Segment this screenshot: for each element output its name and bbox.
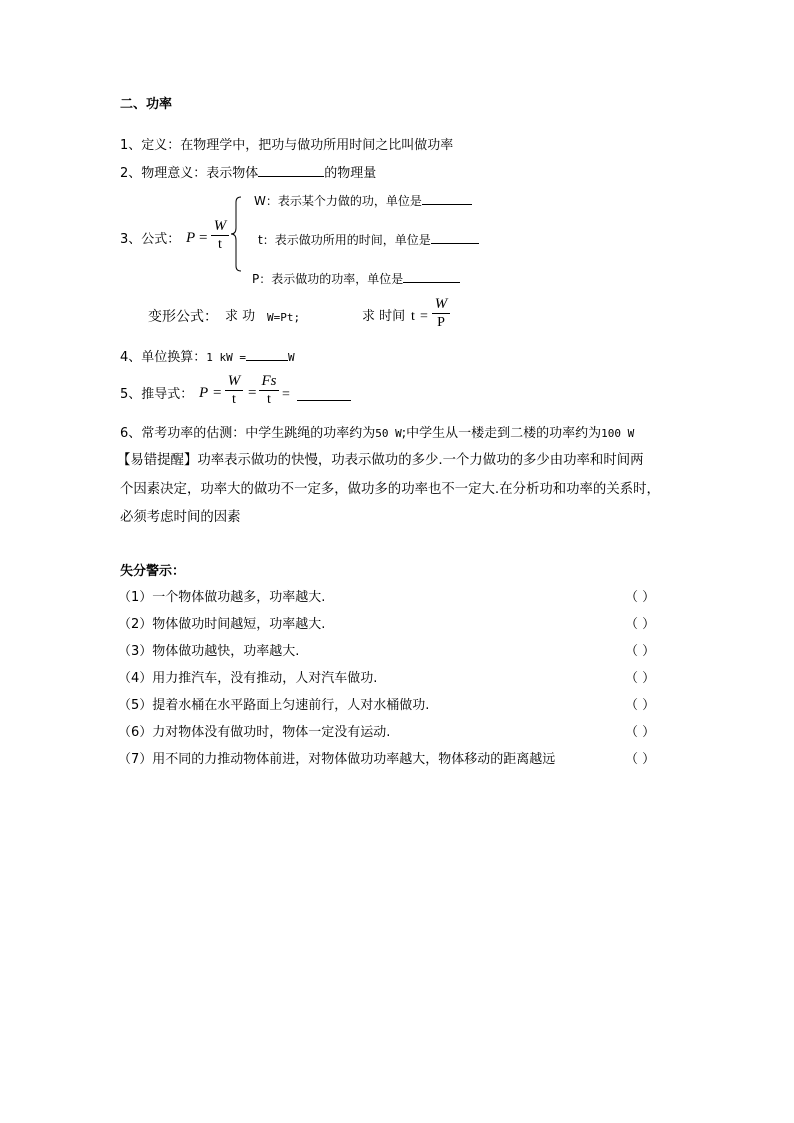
variant-label: 变形公式： (148, 309, 218, 325)
derived-result-blank (297, 400, 351, 401)
p-unit-blank (403, 272, 460, 283)
warning-answer-blank: （ ） (625, 725, 656, 740)
formula-label: 3、公式： (120, 232, 181, 247)
derived-fraction-fs (259, 373, 279, 408)
physical-meaning-blank (258, 165, 324, 177)
estimate-text-a: 6、常考功率的估测：中学生跳绳的功率约为 (120, 426, 376, 441)
warning-answer-blank: （ ） (625, 671, 656, 686)
derived-p: P (199, 385, 209, 401)
formula-eq: = (199, 230, 208, 246)
derived-bar-2 (259, 390, 279, 391)
warning-answer-blank: （ ） (625, 590, 656, 605)
warning-item: （4）用力推汽车，没有推动，人对汽车做功. (118, 671, 378, 686)
warning-item: （6）力对物体没有做功时，物体一定没有运动. (118, 725, 391, 740)
warning-item: （1）一个物体做功越多，功率越大. (118, 590, 326, 605)
p-description-text: P：表示做功的功率，单位是 (252, 272, 404, 286)
derived-numerator-fs: Fs (261, 373, 277, 389)
definition-line: 1、定义：在物理学中，把功与做功所用时间之比叫做功率 (120, 138, 454, 153)
unit-conversion-unit: W (288, 351, 295, 364)
unit-conversion-line (120, 350, 295, 364)
warning-item: （3）物体做功越快，功率越大. (118, 644, 300, 659)
physical-meaning-prefix: 2、物理意义：表示物体 (120, 166, 259, 181)
t-description-text: t：表示做功所用的时间，单位是 (258, 233, 431, 247)
variant-work-prefix: 求 功 (225, 309, 256, 324)
tip-line-1: 【易错提醒】功率表示做功的快慢，功表示做功的多少.一个力做功的多少由功率和时间两 (117, 453, 644, 468)
formula-fraction (211, 218, 229, 253)
warning-item: （7）用不同的力推动物体前进，对物体做功功率越大，物体移动的距离越远 (118, 752, 556, 767)
warning-title: 失分警示： (120, 564, 186, 579)
derived-fraction-w (225, 373, 243, 408)
estimate-line (120, 427, 634, 440)
physical-meaning-suffix: 的物理量 (324, 166, 377, 181)
variant-time-prefix: 求 时间 (362, 309, 406, 324)
warning-answer-blank: （ ） (625, 752, 656, 767)
t-description (258, 233, 479, 246)
derived-eq3: = (282, 387, 290, 402)
w-description-text: W：表示某个力做的功，单位是 (254, 194, 422, 208)
w-unit-blank (422, 194, 472, 205)
section-title: 二、功率 (120, 97, 173, 112)
formula-numerator: W (213, 218, 227, 234)
w-description (254, 194, 472, 207)
variant-fraction-bar (432, 313, 450, 314)
formula-denominator: t (218, 237, 222, 252)
variant-work-formula: W=Pt; (267, 311, 301, 324)
t-unit-blank (431, 233, 479, 244)
derived-numerator-w: W (227, 373, 241, 389)
fraction-bar (211, 235, 229, 236)
variant-time-eq: = (420, 309, 428, 324)
unit-conversion-prefix: 4、单位换算： (120, 350, 207, 365)
warning-answer-blank: （ ） (625, 644, 656, 659)
variant-time-numerator: W (434, 296, 448, 312)
derived-eq1: = (213, 385, 222, 401)
derived-denominator-t1: t (232, 392, 236, 407)
estimate-value-a: 50 W (375, 427, 402, 440)
p-description (252, 272, 460, 285)
derived-denominator-t2: t (267, 392, 271, 407)
derived-bar-1 (225, 390, 243, 391)
variant-time-denominator: P (437, 315, 445, 330)
tip-line-3: 必须考虑时间的因素 (120, 510, 241, 525)
warning-answer-blank: （ ） (625, 698, 656, 713)
warning-answer-blank: （ ） (625, 617, 656, 632)
physical-meaning-line (120, 165, 376, 180)
left-brace (229, 196, 243, 272)
warning-item: （2）物体做功时间越短，功率越大. (118, 617, 326, 632)
unit-conversion-value: 1 kW = (206, 351, 247, 364)
tip-line-2: 个因素决定，功率大的做功不一定多，做功多的功率也不一定大.在分析功和功率的关系时， (120, 482, 660, 497)
unit-conversion-blank (246, 350, 288, 361)
derived-eq2: = (248, 385, 257, 401)
estimate-text-c: ;中学生从一楼走到二楼的功率约为 (401, 426, 602, 441)
derived-label: 5、推导式： (120, 387, 194, 402)
variant-time-t: t (411, 309, 415, 324)
warning-item: （5）提着水桶在水平路面上匀速前行，人对水桶做功. (118, 698, 430, 713)
variant-time-fraction (432, 296, 450, 331)
formula-p: P (186, 230, 196, 246)
estimate-value-b: 100 W (601, 427, 635, 440)
